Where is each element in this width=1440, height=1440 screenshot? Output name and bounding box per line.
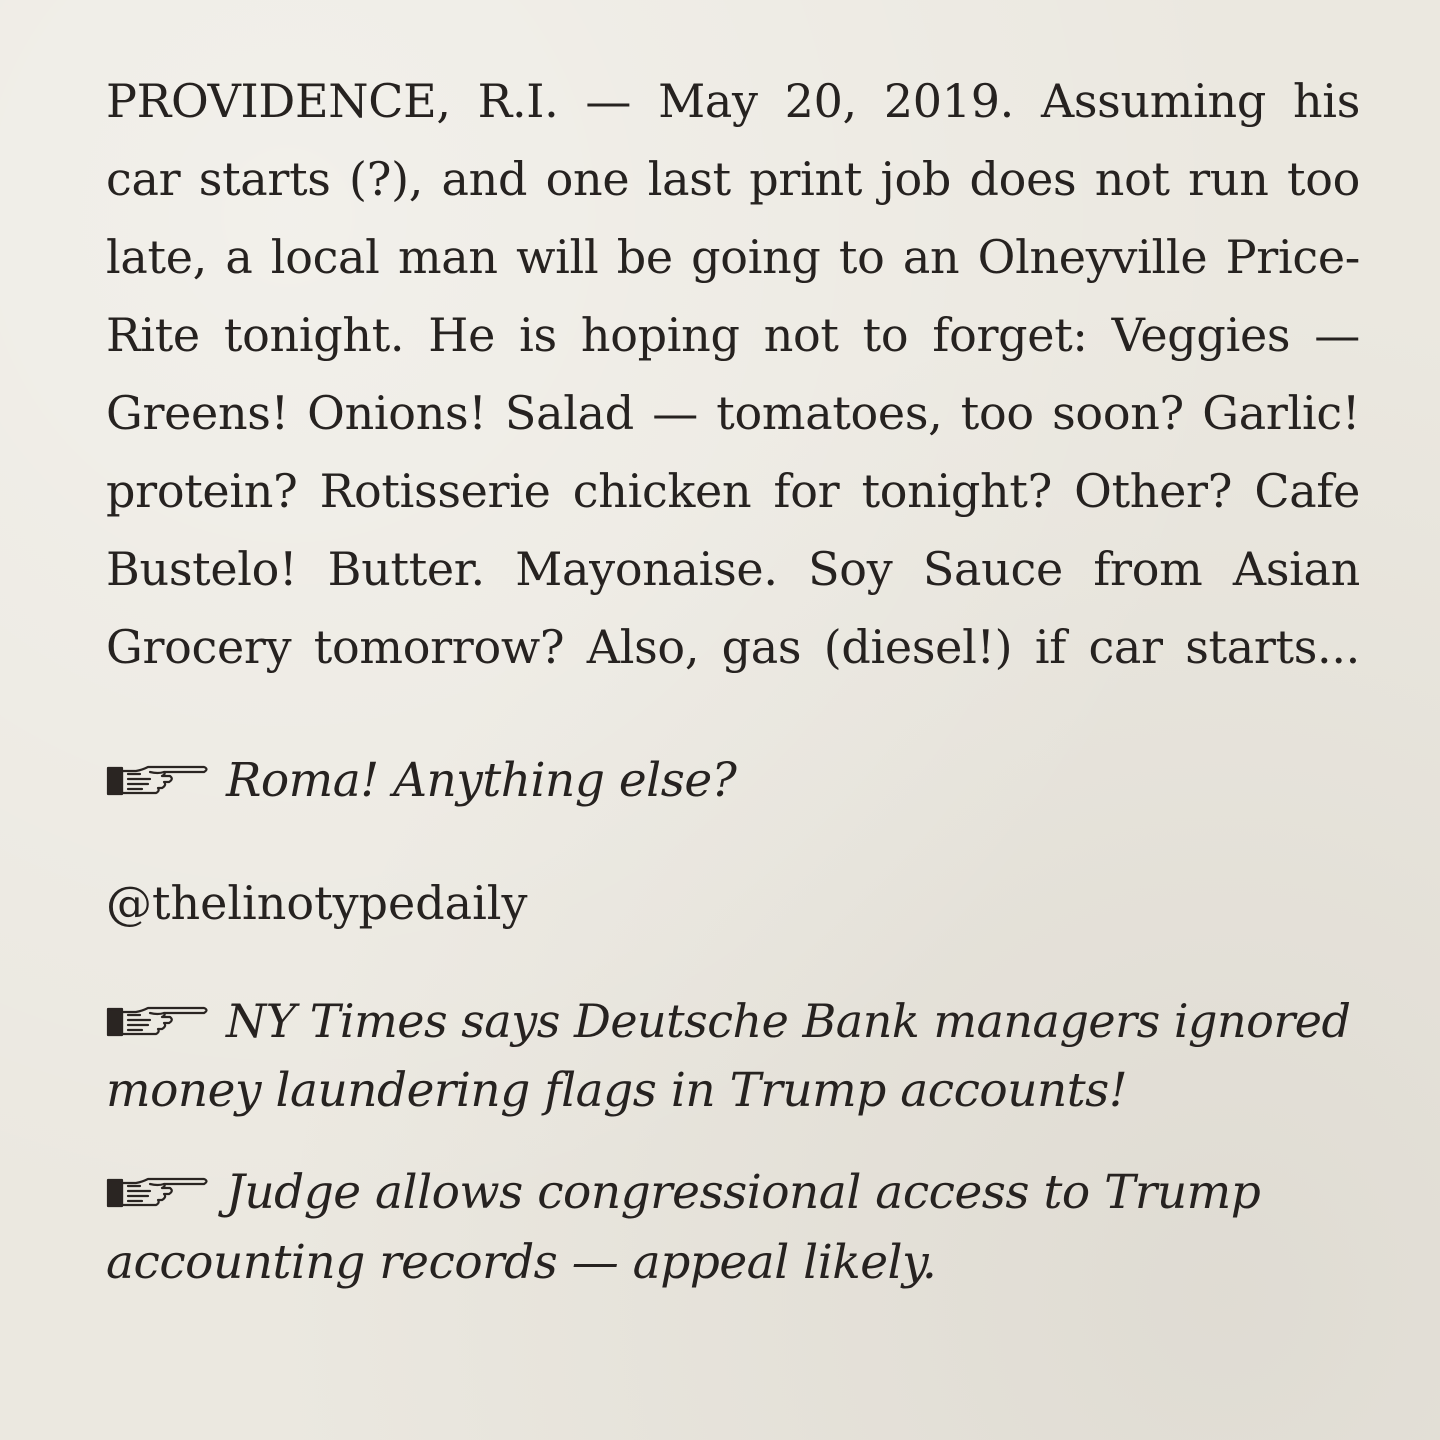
note-roma	[106, 746, 1360, 816]
note-judge-line-1: Judge allows congressional access to Trump	[226, 1165, 1261, 1220]
pointing-hand-icon	[106, 1174, 210, 1210]
social-handle: @thelinotypedaily	[106, 876, 528, 930]
article-line-8: Grocery tomorrow? Also, gas (diesel!) if car starts...	[106, 620, 1360, 674]
pointing-hand-icon	[106, 1003, 210, 1039]
article-line-5: Greens! Onions! Salad — tomatoes, too soon? Garlic!	[106, 386, 1360, 440]
article-line-7: Bustelo! Butter. Mayonaise. Soy Sauce from Asian	[106, 542, 1360, 596]
note-deutsche-bank	[106, 986, 1360, 1056]
pointing-hand-icon	[106, 762, 210, 798]
article-line-3: late, a local man will be going to an Olneyville Price-	[106, 230, 1360, 284]
note-judge-line-2: accounting records — appeal likely.	[106, 1235, 937, 1290]
note-deutsche-bank-line-2: money laundering flags in Trump accounts!	[106, 1063, 1128, 1118]
note-judge	[106, 1158, 1360, 1228]
note-roma-text: Roma! Anything else?	[226, 753, 737, 808]
article-line-6: protein? Rotisserie chicken for tonight? Other? Cafe	[106, 464, 1360, 518]
note-deutsche-bank-line-1: NY Times says Deutsche Bank managers ignored	[226, 994, 1351, 1048]
article-paragraph	[106, 62, 1360, 686]
letterpress-page	[106, 62, 1360, 1298]
article-line-1: PROVIDENCE, R.I. — May 20, 2019. Assuming his	[106, 74, 1360, 128]
article-line-4: Rite tonight. He is hoping not to forget: Veggies —	[106, 308, 1360, 362]
article-line-2: car starts (?), and one last print job does not run too	[106, 152, 1360, 206]
